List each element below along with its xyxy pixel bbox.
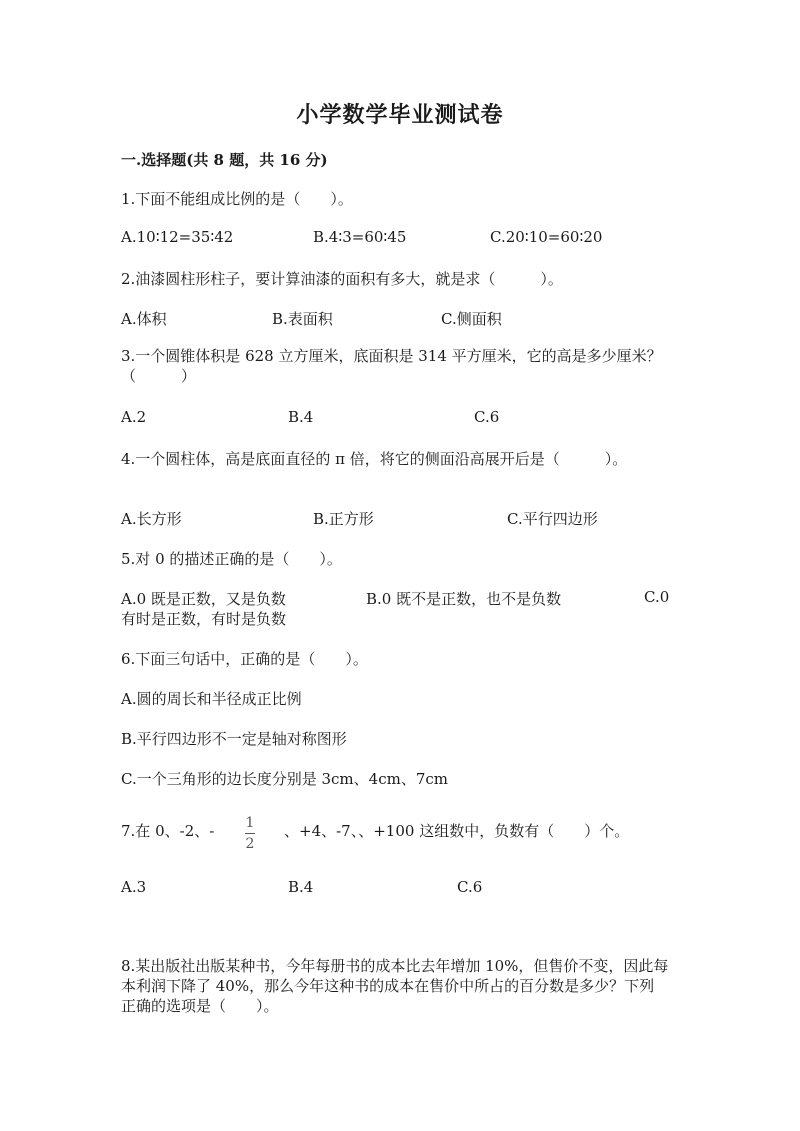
question-7-end: 、+4、-7、、+100 这组数中，负数有（ ）个。 bbox=[284, 822, 630, 840]
q6-option-c: C.一个三角形的边长度分别是 3cm、4cm、7cm bbox=[121, 770, 448, 788]
q4-option-a: A.长方形 bbox=[121, 510, 182, 528]
fraction-denominator: 2 bbox=[245, 836, 255, 852]
q1-option-b: B.4∶3=60∶45 bbox=[313, 228, 407, 246]
q3-option-a: A.2 bbox=[121, 408, 147, 426]
q1-option-c: C.20∶10=60∶20 bbox=[490, 228, 603, 246]
q3-option-c: C.6 bbox=[474, 408, 500, 426]
section-heading: 一.选择题(共 8 题，共 16 分) bbox=[121, 151, 328, 169]
q7-option-a: A.3 bbox=[121, 878, 147, 896]
question-7-start: 7.在 0、-2、- bbox=[121, 822, 215, 840]
fraction-one-half bbox=[245, 815, 255, 852]
question-2: 2.油漆圆柱形柱子，要计算油漆的面积有多大，就是求（ ）。 bbox=[121, 270, 563, 288]
question-6: 6.下面三句话中，正确的是（ ）。 bbox=[121, 650, 368, 668]
question-3: 3.一个圆锥体积是 628 立方厘米，底面积是 314 平方厘米，它的高是多少厘米？（ ） bbox=[121, 347, 662, 385]
q1-option-a: A.10∶12=35∶42 bbox=[121, 228, 234, 246]
question-5: 5.对 0 的描述正确的是（ ）。 bbox=[121, 550, 342, 568]
q4-option-b: B.正方形 bbox=[313, 510, 374, 528]
fraction-numerator: 1 bbox=[245, 815, 255, 831]
question-8: 8.某出版社出版某种书，今年每册书的成本比去年增加 10%，但售价不变，因此每本利润下降了 40%，那么今年这种书的成本在售价中所占的百分数是多少？下列正确的选项是（ ）。 bbox=[121, 957, 669, 1015]
fraction-bar bbox=[245, 833, 255, 834]
q7-option-b: B.4 bbox=[288, 878, 314, 896]
q6-option-a: A.圆的周长和半径成正比例 bbox=[121, 690, 302, 708]
q5-option-c-continued: 有时是正数，有时是负数 bbox=[121, 610, 287, 628]
q2-option-b: B.表面积 bbox=[272, 310, 333, 328]
q2-option-c: C.侧面积 bbox=[441, 310, 502, 328]
q6-option-b: B.平行四边形不一定是轴对称图形 bbox=[121, 730, 347, 748]
q5-option-a: A.0 既是正数，又是负数 bbox=[121, 590, 286, 608]
q2-option-a: A.体积 bbox=[121, 310, 167, 328]
q5-option-c: C.0 bbox=[644, 588, 670, 606]
question-4: 4.一个圆柱体，高是底面直径的 π 倍，将它的侧面沿高展开后是（ ）。 bbox=[121, 450, 628, 468]
q5-option-b: B.0 既不是正数，也不是负数 bbox=[366, 590, 562, 608]
q3-option-b: B.4 bbox=[288, 408, 314, 426]
q7-option-c: C.6 bbox=[457, 878, 483, 896]
page-title: 小学数学毕业测试卷 bbox=[296, 102, 504, 128]
q4-option-c: C.平行四边形 bbox=[507, 510, 598, 528]
question-1: 1.下面不能组成比例的是（ ）。 bbox=[121, 190, 353, 208]
